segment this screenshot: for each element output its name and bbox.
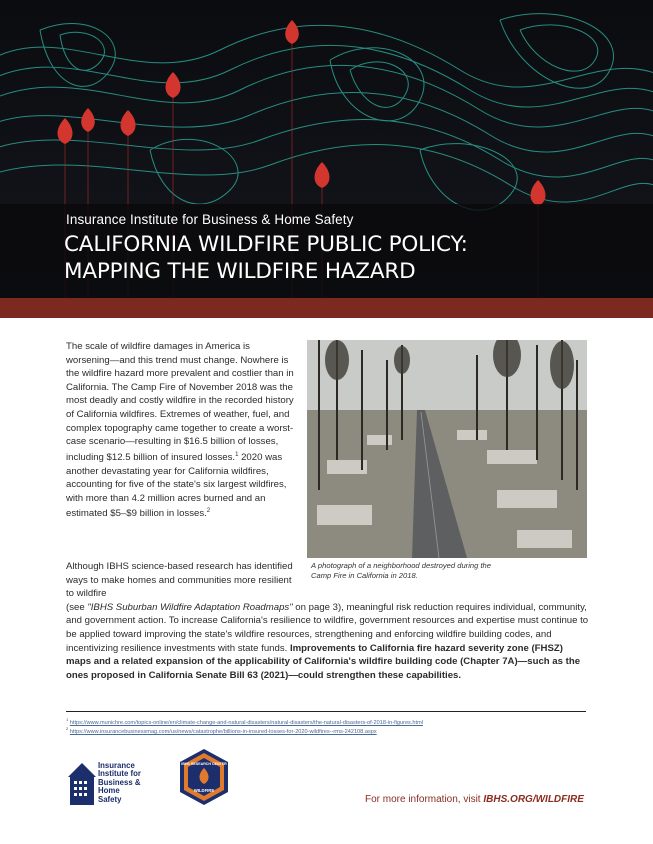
intro-text-1: The scale of wildfire damages in America is worsening—and this trend must change. Nowhere is the wildfire hazard more prevalent and costlier than in California. The Camp Fire of November 2018 was the most deadly and costly wildfire in the recorded history of California wildfires. Extremes of weather, fuel, and complex topography came together to create a worst-case scenario—resulting in $16.5 billion of losses, including $12.5 billion of insured losses. [66, 341, 294, 463]
roadmaps-reference[interactable]: "IBHS Suburban Wildfire Adaptation Roadmaps" [87, 601, 293, 613]
footnote-ref-2[interactable]: 2 [206, 508, 211, 515]
policy-text-bold: Improvements to California fire hazard severity zone (FHSZ) maps and a related expansion of the applicability of California's wildfire building code (Chapter 7A)—such as the ones proposed in California Senate Bill 63 (2021)—could strengthen these capabilities. [66, 642, 581, 681]
accent-stripe [0, 298, 653, 318]
org-name: Insurance Institute for Business & Home Safety [66, 212, 354, 227]
footnote-divider [66, 711, 586, 712]
ibhs-logo-text [98, 762, 141, 804]
title-line-1: CALIFORNIA WILDFIRE PUBLIC POLICY: [64, 232, 468, 257]
intro-paragraph [66, 340, 294, 521]
more-info [365, 794, 584, 805]
hero-banner [0, 0, 653, 318]
footnote-link-2[interactable]: https://www.insurancebusinessmag.com/us/news/catastrophe/billions-in-insured-losses-for-2020-wildfires--rms-242108.aspx [69, 728, 377, 735]
footnote-2 [66, 726, 586, 735]
policy-text-body: on page 3), meaningful risk reduction requires individual, community, and government action. To increase California's resilience to wildfire, government resources and expertise must continue to be applied toward improving the state's wildfire resources, strengthening and enforcing wildfire building codes, and incentivizing resilience investments with state funds. [66, 601, 589, 654]
logo-line-3: Business & [98, 777, 141, 787]
policy-text-intro: Although IBHS science-based research has identified ways to make homes and communities more resilient to wildfire [66, 561, 293, 600]
logo-line-2: Institute for [98, 769, 141, 779]
badge-bottom-text: WILDFIRE [193, 788, 215, 793]
footnote-1 [66, 717, 586, 726]
footnote-link-1[interactable]: https://www.munichre.com/topics-online/en/climate-change-and-natural-disasters/natural-disasters/the-natural-disasters-of-2018-in-figures.html [69, 719, 423, 726]
title-line-2: MAPPING THE WILDFIRE HAZARD [64, 259, 416, 284]
camp-fire-photo [307, 340, 587, 558]
logo-line-1: Insurance [98, 761, 135, 770]
policy-paragraph [66, 560, 589, 682]
footnote-ref-1[interactable]: 1 [235, 451, 239, 458]
intro-column [66, 340, 294, 521]
logo-line-4: Home [98, 786, 120, 796]
page-title [64, 231, 468, 285]
photo-caption: A photograph of a neighborhood destroyed during the Camp Fire in California in 2018. [311, 561, 491, 580]
ibhs-wildfire-link[interactable]: IBHS.ORG/WILDFIRE [483, 794, 584, 805]
more-info-prefix: For more information, visit [365, 794, 484, 805]
footnote-num-2: 2 [66, 726, 69, 731]
footnote-num-1: 1 [66, 717, 69, 722]
policy-text-see: (see [66, 601, 88, 613]
logo-line-5: Safety [98, 794, 122, 804]
badge-top-text: IBHS RESEARCH CENTER [181, 762, 227, 766]
research-center-badge-icon [178, 748, 230, 806]
intro-text-2: 2020 was another devastating year for California wildfires, accounting for five of the state's six largest wildfires, with more than 4.2 million acres burned and an estimated $5–$9 billion in losses. [66, 451, 287, 520]
